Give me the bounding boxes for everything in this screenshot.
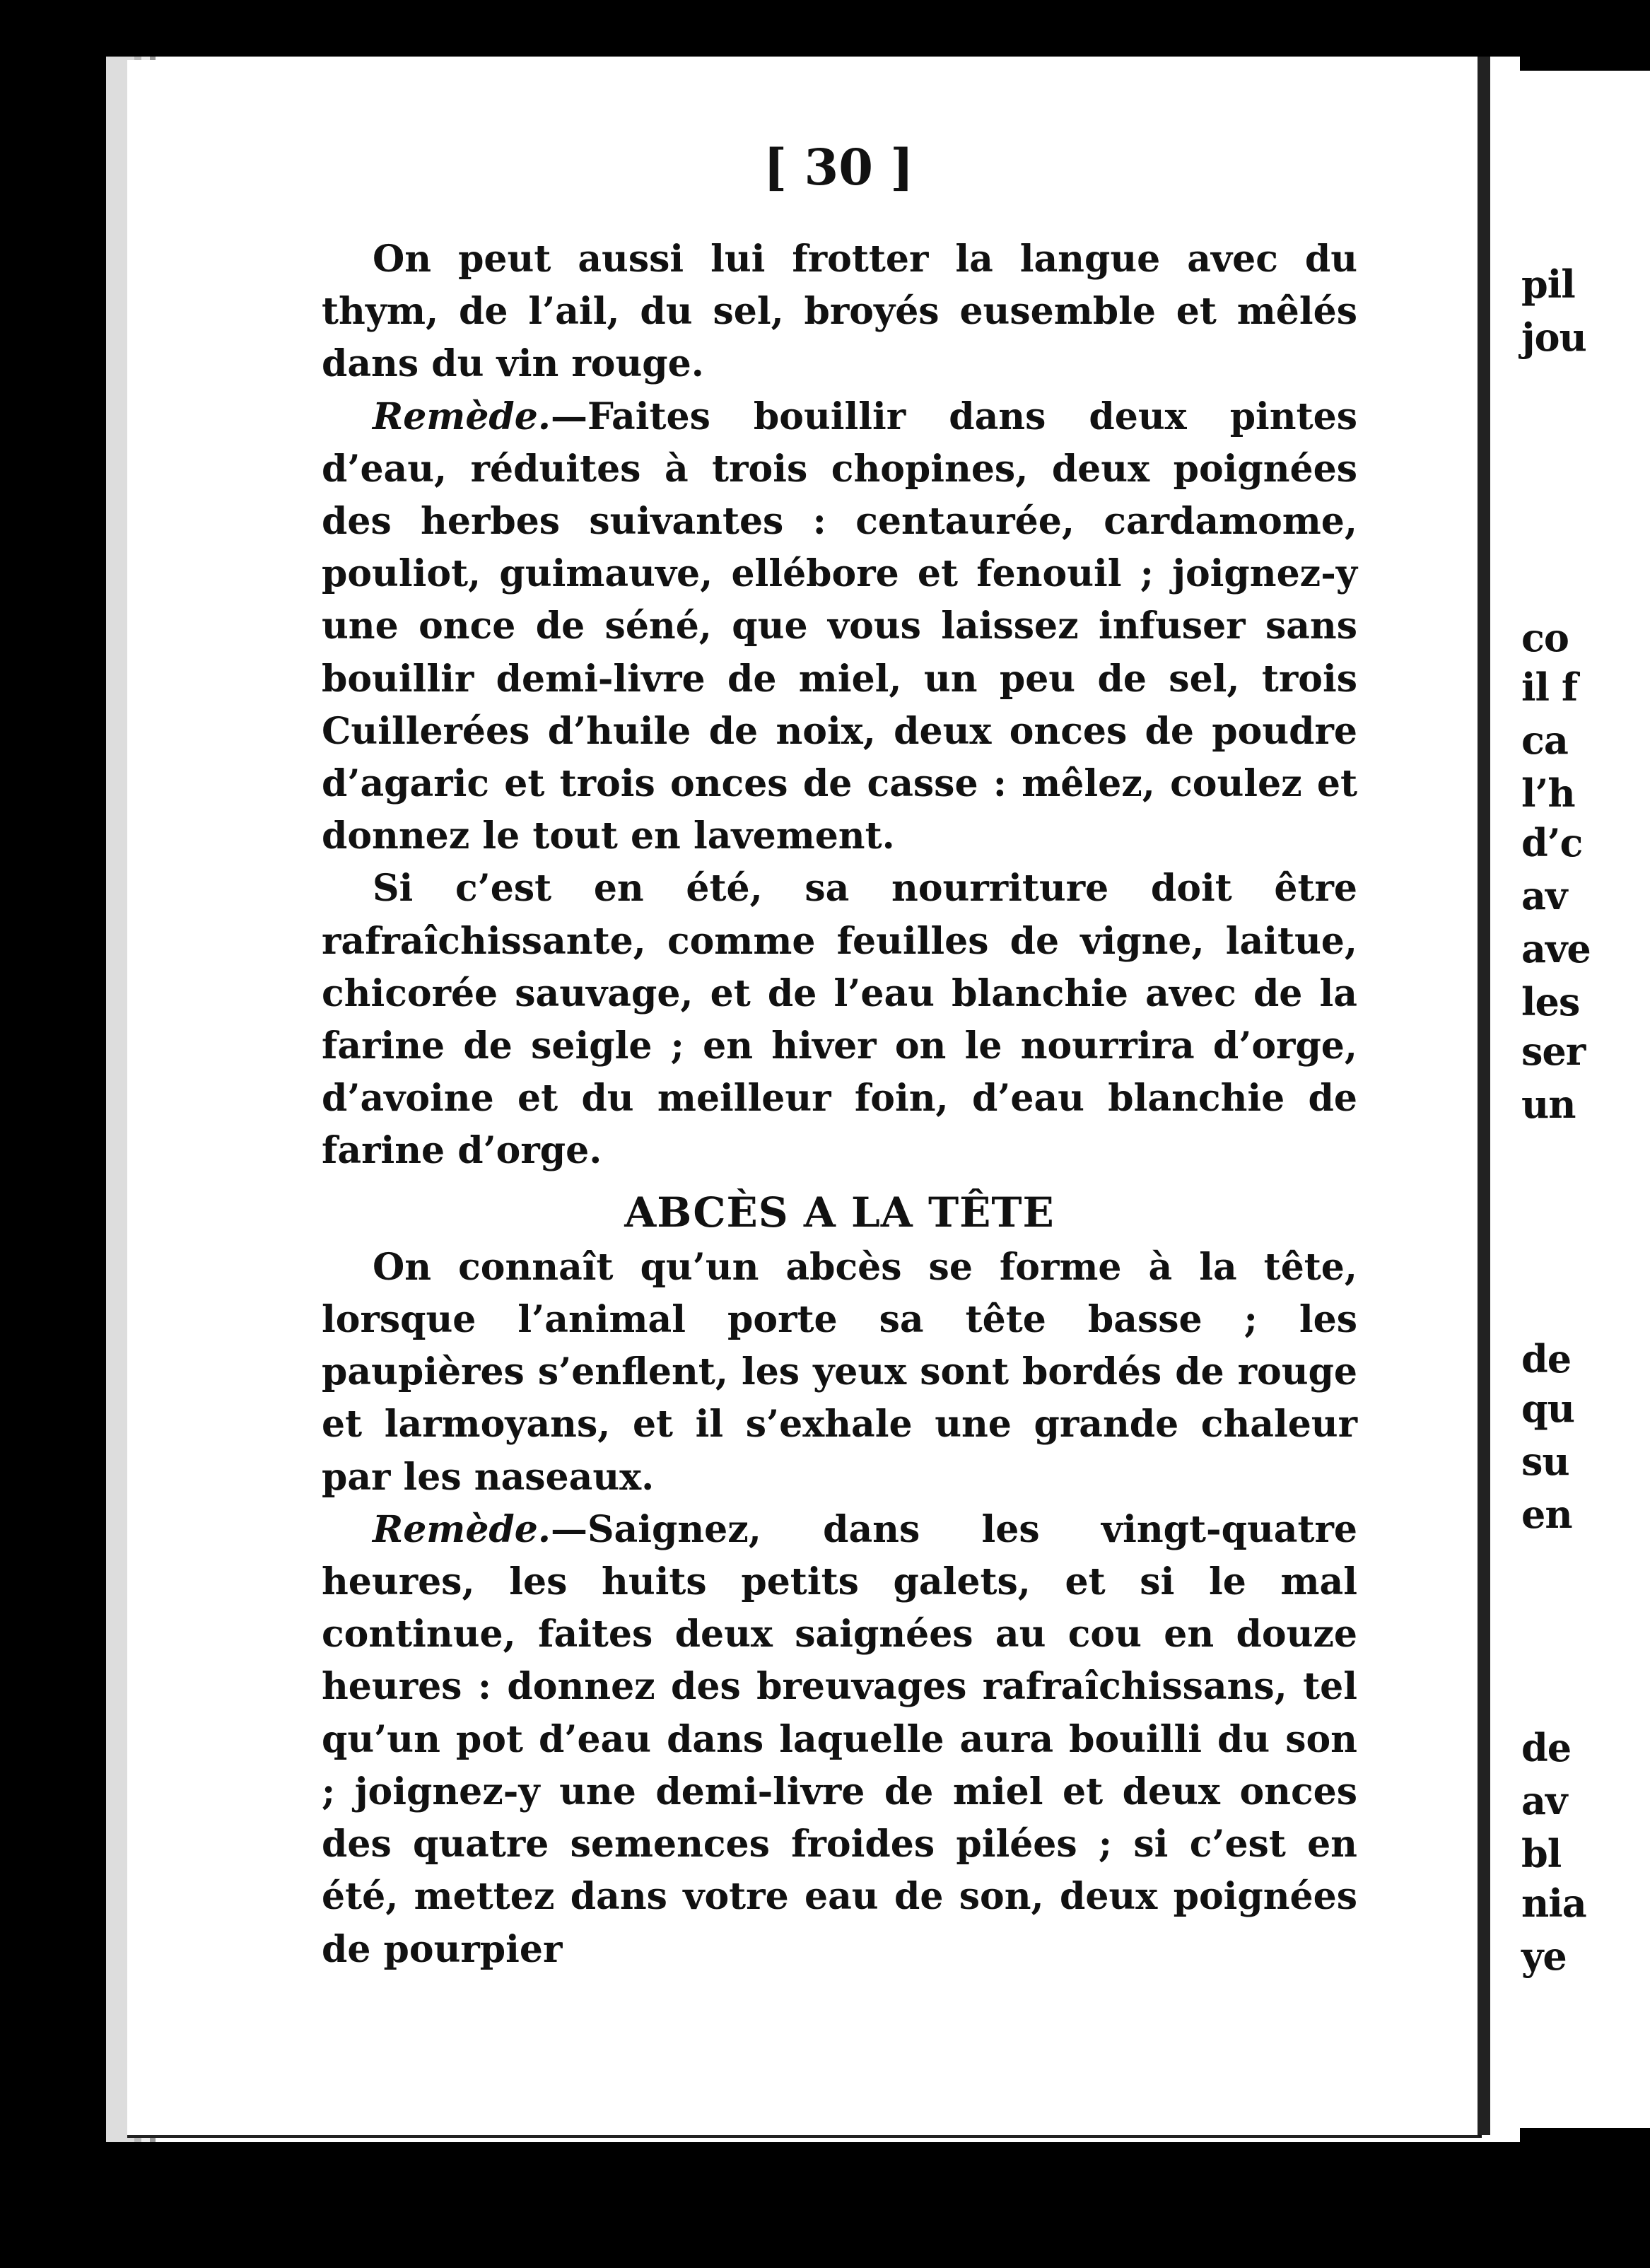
paragraph-remedy-saignee bbox=[322, 1504, 1357, 1976]
right-page-fragment: l’h bbox=[1521, 771, 1575, 816]
book-gutter bbox=[1478, 57, 1490, 2135]
right-page-fragment: jou bbox=[1521, 315, 1586, 360]
page-number: [ 30 ] bbox=[763, 138, 914, 197]
remedy-text: —Faites bouillir dans deux pintes d’eau, réduites à trois chopines, deux poignées des herbes suivantes : centaurée, cardamome, pouliot, guimauve, ellébore et fenouil ; joignez-y une once de séné, que vous laissez infuser sans bouillir demi-livre de miel, un peu de sel, trois Cuillerées d’huile de noix, deux onces de poudre d’agaric et trois onces de casse : mêlez, coulez et donnez le tout en lavement. bbox=[322, 394, 1357, 858]
right-page-fragment: ave bbox=[1521, 926, 1591, 971]
right-page-fragment: ca bbox=[1521, 718, 1568, 763]
remedy-text: —Saignez, dans les vingt-quatre heures, les huits petits galets, et si le mal continue, faites deux saignées au cou en douze heures : donnez des breuvages rafraîchissans, tel qu’un pot d’eau dans laquelle aura bouilli du son ; joignez-y une demi-livre de miel et deux onces des quatre semences froides pilées ; si c’est en été, mettez dans votre eau de son, deux poignées de pourpier bbox=[322, 1507, 1357, 1971]
right-page-fragment: d’c bbox=[1521, 820, 1583, 865]
remedy-label: Remède. bbox=[373, 1507, 551, 1551]
right-page-fragment: av bbox=[1521, 1778, 1567, 1823]
page-body bbox=[322, 233, 1357, 1976]
right-page-fragment: de bbox=[1521, 1336, 1572, 1381]
right-page-fragment: ser bbox=[1521, 1029, 1586, 1074]
section-heading: ABCÈS A LA TÊTE bbox=[624, 1188, 1055, 1237]
remedy-label: Remède. bbox=[373, 394, 551, 438]
paragraph-abces-symptoms: On connaît qu’un abcès se forme à la tête, lorsque l’animal porte sa tête basse ; les paupières s’enflent, les yeux sont bordés de rouge et larmoyans, et il s’exhale une grande chaleur par les naseaux. bbox=[322, 1245, 1357, 1499]
right-page-fragment: co bbox=[1521, 615, 1569, 660]
right-page-fragment: qu bbox=[1521, 1386, 1575, 1431]
paragraph-remedy-lavement bbox=[322, 391, 1357, 863]
right-page-fragment: av bbox=[1521, 873, 1567, 918]
right-page-fragment: de bbox=[1521, 1725, 1572, 1770]
paragraph-thyme: On peut aussi lui frotter la langue avec du thym, de l’ail, du sel, broyés eusemble et mêlés dans du vin rouge. bbox=[322, 238, 1357, 386]
right-page-fragment: bl bbox=[1521, 1831, 1562, 1876]
paragraph-nourishment: Si c’est en été, sa nourriture doit être rafraîchissante, comme feuilles de vigne, laitue, chicorée sauvage, et de l’eau blanchie avec de la farine de seigle ; en hiver on le nourrira d’orge, d’avoine et du meilleur foin, d’eau blanchie de farine d’orge. bbox=[322, 867, 1357, 1173]
right-page-fragment: en bbox=[1521, 1492, 1572, 1537]
right-page-fragment: su bbox=[1521, 1439, 1569, 1484]
right-page-fragment: ye bbox=[1521, 1934, 1567, 1979]
right-page-fragment: nia bbox=[1521, 1881, 1586, 1926]
right-page-fragment: pil bbox=[1521, 262, 1575, 307]
right-page-fragment: un bbox=[1521, 1082, 1576, 1127]
right-page-fragment: il f bbox=[1521, 665, 1578, 710]
right-page-fragment: les bbox=[1521, 979, 1580, 1024]
